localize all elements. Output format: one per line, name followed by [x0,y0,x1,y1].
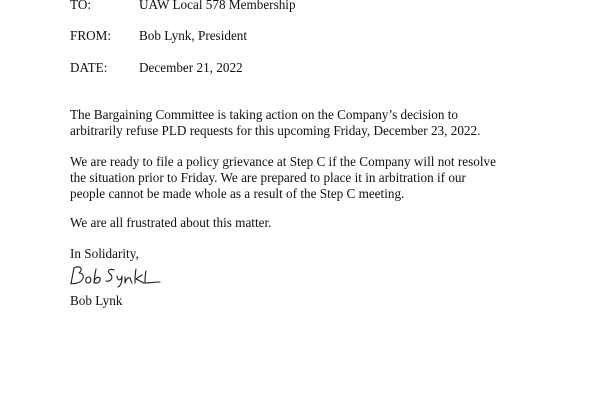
body-paragraph-3 [70,215,540,231]
paragraph-line: arbitrarily refuse PLD requests for this upcoming Friday, December 23, 2022. [70,123,481,138]
date-label: DATE: [70,60,108,75]
handwritten-signature [68,262,178,288]
body-paragraph-1 [70,107,540,139]
paragraph-line: We are ready to file a policy grievance at Step C if the Company will not resolve [70,154,496,169]
memo-to-row [70,0,550,13]
paragraph-line: The Bargaining Committee is taking action on the Company’s decision to [70,107,458,122]
body-paragraph-2 [70,154,540,202]
memo-date-row [70,60,550,76]
paragraph-line: people cannot be made whole as a result of the Step C meeting. [70,186,405,201]
paragraph-line: We are all frustrated about this matter. [70,215,272,230]
to-value: UAW Local 578 Membership [139,0,296,12]
paragraph-line: the situation prior to Friday. We are prepared to place it in arbitration if our [70,170,466,185]
from-label: FROM: [70,28,112,43]
to-label: TO: [70,0,92,12]
closing-salutation: In Solidarity, [70,246,139,261]
date-value: December 21, 2022 [139,60,243,75]
from-value: Bob Lynk, President [139,28,248,43]
memo-from-row [70,28,550,44]
signer-name: Bob Lynk [70,293,123,308]
